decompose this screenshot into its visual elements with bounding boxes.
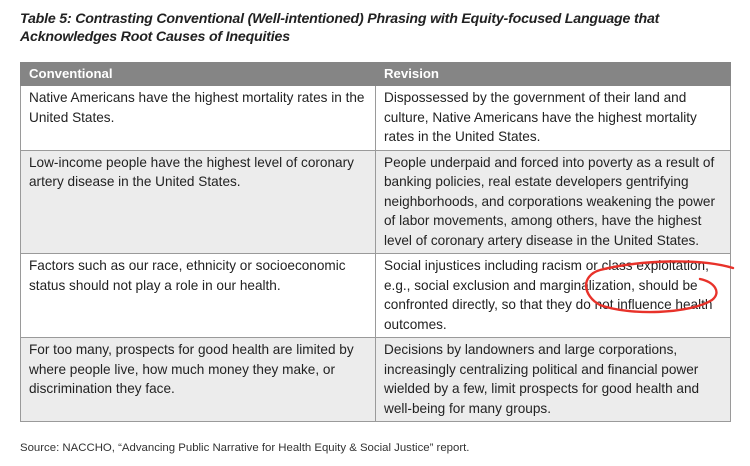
revision-cell: People underpaid and forced into poverty as a result of banking policies, real estate developers gentrifying neighborhoods, and corporations weakening the power of labor movements, among others, have the highest level of coronary artery disease in the United States. <box>376 150 731 254</box>
conventional-cell: For too many, prospects for good health are limited by where people live, how much money they make, or discrimination they face. <box>21 338 376 422</box>
header-revision: Revision <box>376 63 731 86</box>
header-conventional: Conventional <box>21 63 376 86</box>
revision-cell: Social injustices including racism or class exploitation, e.g., social exclusion and marginalization, should be confronted directly, so that they do not influence health outcomes. <box>376 254 731 338</box>
source-note: Source: NACCHO, “Advancing Public Narrative for Health Equity & Social Justice” report. <box>20 442 470 454</box>
table-caption: Table 5: Contrasting Conventional (Well-intentioned) Phrasing with Equity-focused Language that Acknowledges Root Causes of Inequities <box>20 11 660 45</box>
conventional-cell: Low-income people have the highest level of coronary artery disease in the United States. <box>21 150 376 254</box>
conventional-cell: Factors such as our race, ethnicity or socioeconomic status should not play a role in our health. <box>21 254 376 338</box>
revision-cell: Decisions by landowners and large corporations, increasingly centralizing political and financial power wielded by a few, limit prospects for good health and well-being for many groups. <box>376 338 731 422</box>
revision-cell: Dispossessed by the government of their land and culture, Native Americans have the highest mortality rates in the United States. <box>376 86 731 151</box>
table-header-row <box>21 63 731 86</box>
table-row <box>21 150 731 254</box>
comparison-table <box>20 62 731 422</box>
table-row <box>21 86 731 151</box>
conventional-cell: Native Americans have the highest mortality rates in the United States. <box>21 86 376 151</box>
table-row <box>21 338 731 422</box>
table-row <box>21 254 731 338</box>
